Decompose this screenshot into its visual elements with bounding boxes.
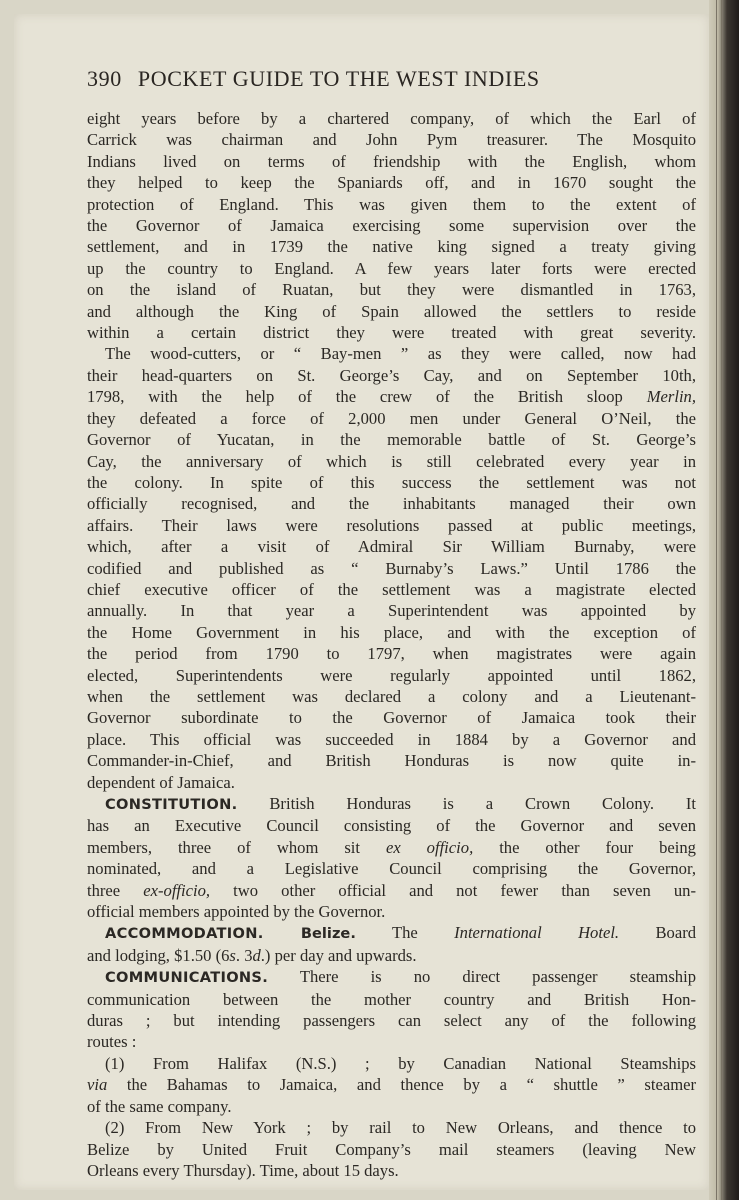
latin-term: via [87, 1075, 108, 1095]
text-span: . 3 [235, 945, 253, 965]
text-span: There is no direct passenger steamship [268, 967, 696, 987]
text-line: they defeated a force of 2,000 men under General O’Neil, the [87, 408, 696, 428]
text-span: three [87, 880, 144, 900]
text-line: (2) From New York ; by rail to New Orleans, and thence to [105, 1118, 696, 1138]
text-span: The [355, 923, 455, 943]
text-span: two other official and not fewer than seven un- [210, 880, 696, 900]
text-line: and although the King of Spain allowed the settlers to reside [87, 301, 696, 321]
text-line: they helped to keep the Spaniards off, and in 1670 sought the [87, 173, 696, 193]
text-line: The wood-cutters, or “ Bay-men ” as they were called, now had [105, 344, 696, 364]
text-line: annually. In that year a Superintendent was appointed by [87, 601, 696, 621]
text-line: up the country to England. A few years later forts were erected [87, 258, 696, 278]
text-line: elected, Superintendents were regularly appointed until 1862, [87, 665, 696, 685]
text-line: dependent of Jamaica. [87, 772, 235, 792]
hotel-name: International Hotel. [454, 923, 620, 943]
section-heading: COMMUNICATIONS. [105, 969, 269, 987]
text-span: and lodging, $1.50 (6 [87, 945, 230, 965]
text-line: chief executive officer of the settlement was a magistrate elected [87, 579, 696, 599]
page-edge [709, 0, 739, 1200]
text-line: the Home Government in his place, and with the exception of [87, 622, 696, 642]
text-line [87, 966, 696, 988]
text-line: Governor of Yucatan, in the memorable battle of St. George’s [87, 430, 696, 450]
text-line: which, after a visit of Admiral Sir William Burnaby, were [87, 537, 696, 557]
edge-line [716, 0, 717, 1200]
body-text [87, 108, 696, 1181]
text-span: Board [619, 923, 697, 943]
text-line: affairs. Their laws were resolutions passed at public meetings, [87, 515, 696, 535]
text-line: Governor subordinate to the Governor of Jamaica took their [87, 708, 696, 728]
text-line: officially recognised, and the inhabitants managed their own [87, 494, 696, 514]
text-line: routes : [87, 1032, 137, 1052]
text-line: when the settlement was declared a colony and a Lieutenant- [87, 686, 696, 706]
running-title: POCKET GUIDE TO THE WEST INDIES [137, 66, 540, 91]
text-span: the other four being [473, 837, 696, 857]
latin-term: ex-officio, [143, 880, 211, 900]
text-line: the period from 1790 to 1797, when magistrates were again [87, 644, 696, 664]
text-line [87, 386, 696, 407]
text-line [87, 922, 696, 944]
text-line: Carrick was chairman and John Pym treasurer. The Mosquito [87, 130, 696, 150]
latin-term: ex officio, [385, 837, 474, 857]
text-span: members, three of whom sit [87, 837, 386, 857]
currency-unit: d [252, 945, 261, 965]
text-line [87, 1074, 696, 1095]
edge-line [721, 0, 722, 1200]
section-heading: CONSTITUTION. [105, 796, 238, 813]
text-line: official members appointed by the Governor. [87, 902, 386, 922]
text-line: settlement, and in 1739 the native king signed a treaty giving [87, 237, 696, 257]
text-line: within a certain district they were treated with great severity. [87, 323, 696, 343]
text-span: the Bahamas to Jamaica, and thence by a “ shuttle ” steamer [107, 1075, 696, 1095]
text-line: the colony. In spite of this success the settlement was not [87, 472, 696, 492]
text-line: codified and published as “ Burnaby’s Laws.” Until 1786 the [87, 558, 696, 578]
section-heading: ACCOMMODATION. [105, 925, 264, 943]
text-line: the Governor of Jamaica exercising some supervision over the [87, 216, 696, 236]
text-line: place. This official was succeeded in 1884 by a Governor and [87, 729, 696, 749]
text-line: their head-quarters on St. George’s Cay, and on September 10th, [87, 365, 696, 385]
text-line: duras ; but intending passengers can select any of the following [87, 1011, 696, 1031]
text-line [87, 945, 696, 966]
text-line: protection of England. This was given them to the extent of [87, 194, 696, 214]
text-line: of the same company. [87, 1096, 232, 1116]
running-header [87, 66, 697, 92]
text-line: Cay, the anniversary of which is still celebrated every year in [87, 451, 696, 471]
text-line: Orleans every Thursday). Time, about 15 days. [87, 1160, 399, 1180]
text-line: nominated, and a Legislative Council comprising the Governor, [87, 859, 696, 879]
text-line: Belize by United Fruit Company’s mail steamers (leaving New [87, 1139, 696, 1159]
text-line [87, 837, 696, 858]
currency-unit: s [229, 945, 236, 965]
text-line: Indians lived on terms of friendship with the English, whom [87, 151, 696, 171]
ship-name: Merlin, [646, 387, 696, 407]
text-line: eight years before by a chartered company, of which the Earl of [87, 109, 696, 128]
text-line: (1) From Halifax (N.S.) ; by Canadian National Steamships [105, 1053, 696, 1073]
text-line: Commander-in-Chief, and British Honduras is now quite in- [87, 751, 696, 771]
text-line: has an Executive Council consisting of the Governor and seven [87, 816, 696, 836]
subheading: Belize. [263, 925, 356, 943]
text-line [87, 793, 696, 815]
text-line [87, 880, 696, 901]
text-span: .) per day and upwards. [260, 945, 417, 965]
text-line: communication between the mother country and British Hon- [87, 989, 696, 1009]
text-span: British Honduras is a Crown Colony. It [237, 794, 696, 813]
page-number: 390 [87, 66, 122, 91]
text-span: 1798, with the help of the crew of the British sloop [87, 387, 647, 407]
text-line: on the island of Ruatan, but they were dismantled in 1763, [87, 280, 696, 300]
